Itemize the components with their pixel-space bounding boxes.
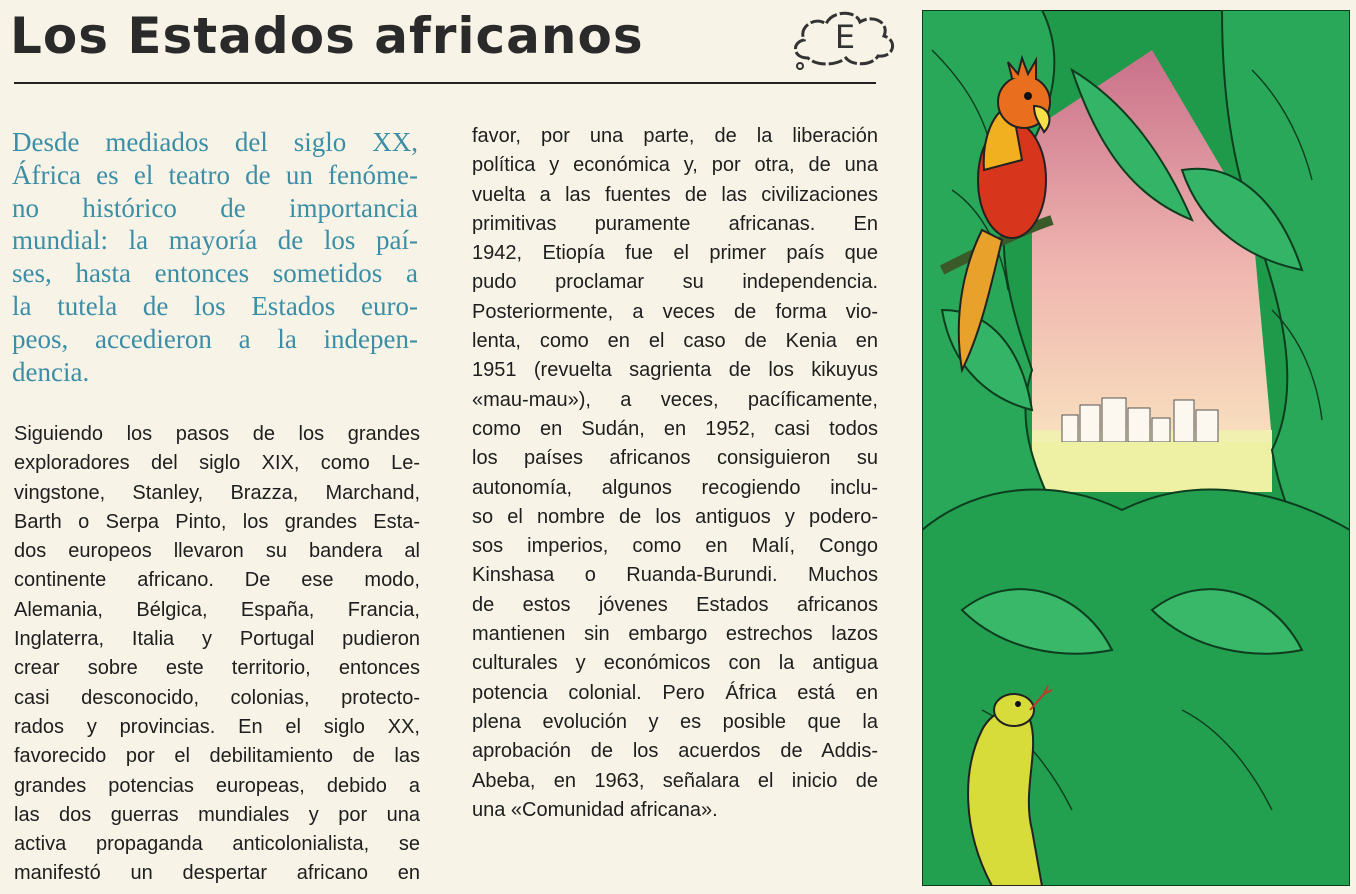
body-line: Alemania, Bélgica, España, Francia, bbox=[14, 598, 420, 621]
body-line: de estos jóvenes Estados africanos bbox=[472, 593, 878, 616]
title-rule bbox=[14, 82, 876, 84]
page-title: Los Estados africanos bbox=[10, 7, 644, 65]
body-line: favorecido por el debilitamiento de las bbox=[14, 745, 420, 768]
body-line: aprobación de los acuerdos de Addis- bbox=[472, 740, 878, 763]
lead-line: la tutela de los Estados euro- bbox=[12, 290, 418, 321]
body-line: sos imperios, como en Malí, Congo bbox=[472, 535, 878, 558]
body-line: pudo proclamar su independencia. bbox=[472, 271, 878, 294]
body-line: Barth o Serpa Pinto, los grandes Esta- bbox=[14, 510, 420, 533]
lead-line: Desde mediados del siglo XX, bbox=[12, 127, 418, 157]
body-line: so el nombre de los antiguos y podero- bbox=[472, 505, 878, 528]
body-line: casi desconocido, colonias, protecto- bbox=[14, 686, 420, 709]
body-line: 1951 (revuelta sagrienta de los kikuyus bbox=[472, 359, 878, 382]
body-line: mantienen sin embargo estrechos lazos bbox=[472, 623, 878, 646]
body-column-left bbox=[14, 420, 420, 889]
lead-line: dencia. bbox=[12, 356, 90, 387]
body-line: las dos guerras mundiales y por una bbox=[14, 803, 420, 826]
body-line: grandes potencias europeas, debido a bbox=[14, 774, 420, 797]
body-line: autonomía, algunos recogiendo inclu- bbox=[472, 476, 878, 499]
body-line: Inglaterra, Italia y Portugal pudieron bbox=[14, 628, 420, 651]
body-line: culturales y económicos con la antigua bbox=[472, 652, 878, 675]
body-line: favor, por una parte, de la liberación bbox=[472, 125, 878, 147]
lead-line: ses, hasta entonces sometidos a bbox=[12, 258, 418, 289]
jungle-illustration bbox=[922, 10, 1350, 886]
body-line: exploradores del siglo XIX, como Le- bbox=[14, 452, 420, 475]
lead-line: no histórico de importancia bbox=[12, 192, 418, 223]
body-line: política y económica y, por otra, de una bbox=[472, 154, 878, 177]
body-line: continente africano. De ese modo, bbox=[14, 569, 420, 592]
body-line: Abeba, en 1963, señalara el inicio de bbox=[472, 769, 878, 792]
body-line: manifestó un despertar africano en bbox=[14, 862, 420, 885]
body-line: dos europeos llevaron su bandera al bbox=[14, 540, 420, 563]
section-letter: E bbox=[834, 18, 856, 56]
body-line: vingstone, Stanley, Brazza, Marchand, bbox=[14, 481, 420, 504]
body-line: plena evolución y es posible que la bbox=[472, 710, 878, 733]
body-line: vuelta a las fuentes de las civilizaciones bbox=[472, 183, 878, 206]
body-line: potencia colonial. Pero África está en bbox=[472, 681, 878, 704]
lead-line: peos, accedieron a la indepen- bbox=[12, 323, 418, 354]
body-column-right bbox=[472, 122, 878, 825]
body-line: una «Comunidad africana». bbox=[472, 798, 718, 821]
lead-line: África es el teatro de un fenóme- bbox=[12, 159, 418, 190]
body-line: activa propaganda anticolonialista, se bbox=[14, 833, 420, 856]
body-line: lenta, como en el caso de Kenia en bbox=[472, 330, 878, 353]
body-line: como en Sudán, en 1952, casi todos bbox=[472, 417, 878, 440]
body-line: Posteriormente, a veces de forma vio- bbox=[472, 300, 878, 323]
body-line: rados y provincias. En el siglo XX, bbox=[14, 715, 420, 738]
body-line: Kinshasa o Ruanda-Burundi. Muchos bbox=[472, 564, 878, 587]
body-line: Siguiendo los pasos de los grandes bbox=[14, 423, 420, 445]
body-line: 1942, Etiopía fue el primer país que bbox=[472, 242, 878, 265]
body-line: primitivas puramente africanas. En bbox=[472, 212, 878, 235]
body-line: «mau-mau»), a veces, pacíficamente, bbox=[472, 388, 878, 411]
body-line: crear sobre este territorio, entonces bbox=[14, 657, 420, 680]
lead-line: mundial: la mayoría de los paí- bbox=[12, 225, 418, 256]
body-line: los países africanos consiguieron su bbox=[472, 447, 878, 470]
lead-paragraph bbox=[12, 126, 418, 388]
